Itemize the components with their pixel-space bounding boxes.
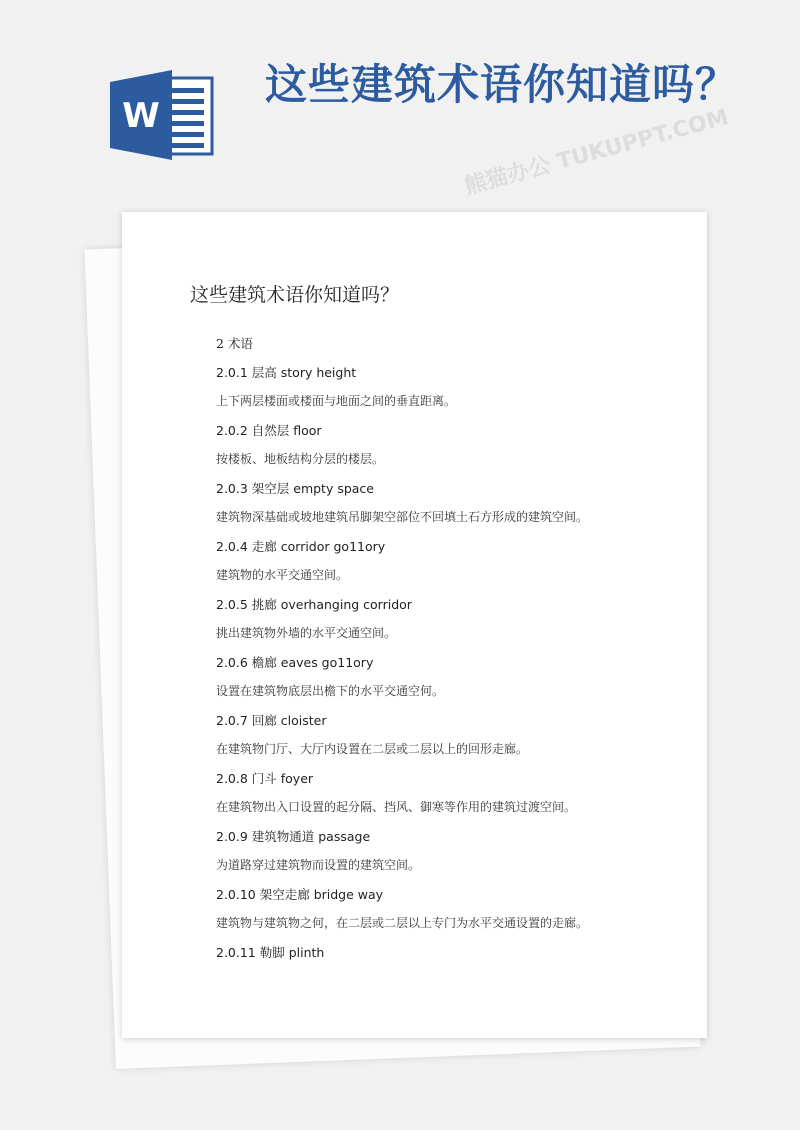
term-definition: 建筑物的水平交通空间。	[216, 568, 349, 582]
section-heading: 2 术语	[216, 336, 253, 351]
term-definition: 设置在建筑物底层出檐下的水平交通空何。	[216, 684, 445, 698]
term-heading: 2.0.1 层高 story height	[216, 365, 357, 380]
document-title: 这些建筑术语你知道吗？	[190, 284, 400, 306]
document-page	[122, 212, 707, 1038]
term-heading: 2.0.4 走廊 corridor go11ory	[216, 539, 386, 554]
word-document-icon	[110, 70, 215, 160]
watermark: 熊猫办公 TUKUPPT.COM	[461, 105, 732, 200]
term-definition: 在建筑物门厅、大厅内设置在二层或二层以上的回形走廊。	[216, 742, 529, 756]
term-list	[216, 329, 686, 967]
term-heading: 2.0.9 建筑物通道 passage	[216, 829, 371, 844]
term-heading: 2.0.3 架空层 empty space	[216, 481, 374, 496]
term-definition: 按楼板、地板结构分层的楼层。	[216, 452, 385, 466]
term-definition: 建筑物与建筑物之何，在二层或二层以上专门为水平交通设置的走廊。	[216, 916, 589, 930]
banner	[0, 0, 800, 200]
term-heading: 2.0.5 挑廊 overhanging corridor	[216, 597, 412, 612]
term-definition: 为道路穿过建筑物而设置的建筑空间。	[216, 858, 421, 872]
term-heading: 2.0.2 自然层 floor	[216, 423, 322, 438]
word-icon-letter: W	[122, 96, 160, 136]
banner-title: 这些建筑术语你知道吗？	[265, 60, 739, 109]
term-definition: 建筑物深基础或坡地建筑吊脚架空部位不回填土石方形成的建筑空间。	[216, 510, 589, 524]
term-definition: 上下两层楼面或楼面与地面之间的垂直距离。	[216, 394, 457, 408]
term-heading: 2.0.8 门斗 foyer	[216, 771, 314, 786]
term-definition: 挑出建筑物外墙的水平交通空间。	[216, 626, 397, 640]
term-definition: 在建筑物出入口设置的起分隔、挡风、御寒等作用的建筑过渡空间。	[216, 800, 577, 814]
term-heading: 2.0.6 檐廊 eaves go11ory	[216, 655, 374, 670]
term-heading: 2.0.11 勒脚 plinth	[216, 945, 325, 960]
term-heading: 2.0.10 架空走廊 bridge way	[216, 887, 384, 902]
term-heading: 2.0.7 回廊 cloister	[216, 713, 327, 728]
